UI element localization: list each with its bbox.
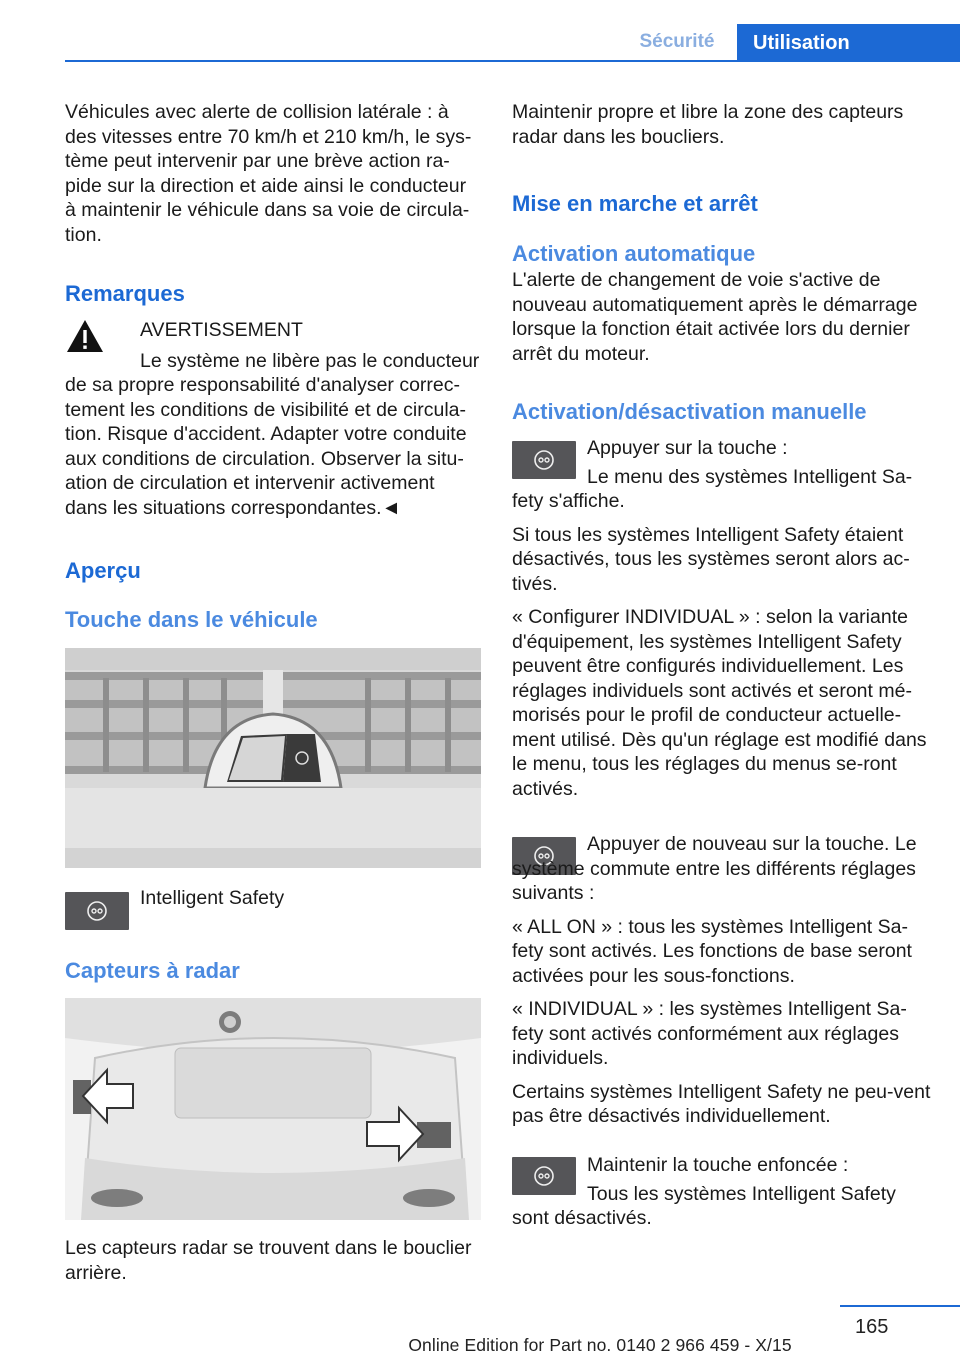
footer-rule (840, 1305, 960, 1307)
intro-block (65, 100, 481, 256)
remarks-heading: Remarques (65, 281, 185, 306)
step3-b: Tous les systèmes Intelligent Safety sont désactivés. (512, 1182, 896, 1229)
warning-block (65, 318, 481, 529)
auto-block (512, 240, 932, 375)
para-individual: « INDIVIDUAL » : les systèmes Intelligent Sa‐fety sont activés conformément aux réglages individuels. (512, 998, 907, 1069)
footer-edition: Online Edition for Part no. 0140 2 966 459 - X/15 (408, 1335, 792, 1355)
step2-block (512, 832, 932, 1138)
step1-a: Appuyer sur la touche : (587, 437, 788, 459)
overview-heading: Aperçu (65, 558, 141, 583)
step3-a: Maintenir la touche enfoncée : (587, 1154, 849, 1176)
header-rule (65, 60, 960, 62)
on-off-heading: Mise en marche et arrêt (512, 191, 758, 216)
radar-sensors-photo (65, 998, 481, 1220)
auto-text: L'alerte de changement de voie s'active de nouveau automatiquement après le démarrage lorsque la fonction était activée lors du dernier arrêt du moteur. (512, 269, 918, 365)
manual-block (512, 398, 932, 426)
step2-a: Appuyer de nouveau sur la touche. Le système commute entre les différents réglages suivants : (512, 833, 917, 904)
manual-heading: Activation/désactivation manuelle (512, 399, 867, 424)
radar-heading: Capteurs à radar (65, 958, 240, 983)
step1-block (512, 436, 932, 810)
remarks-block (65, 280, 481, 308)
step1-b: Le menu des systèmes Intelligent Sa‐fety s'affiche. (512, 465, 913, 512)
para-certain: Certains systèmes Intelligent Safety ne peu‐vent pas être désactivés individuellement. (512, 1080, 931, 1127)
tab-utilisation: Utilisation (737, 24, 960, 62)
intro-paragraph: Véhicules avec alerte de collision latérale : à des vitesses entre 70 km/h et 210 km/h, le sys‐tème peut intervenir par une brève action ra‐pide sur la direction et aide ainsi le conducteur à maintenir le véhicule dans sa voie de circula‐tion. (65, 101, 472, 246)
para-all-on: « ALL ON » : tous les systèmes Intelligent Sa‐fety sont activés. Les fonctions de base seront activées pour les sous-fonctions. (512, 915, 912, 987)
vehicle-button-photo (65, 648, 481, 868)
button-caption: Intelligent Safety (140, 887, 285, 909)
radar-heading-block (65, 957, 481, 985)
warning-label: AVERTISSEMENT (140, 319, 303, 341)
button-heading-block (65, 606, 481, 634)
para-config: « Configurer INDIVIDUAL » : selon la variante d'équipement, les systèmes Intelligent Safety peuvent être configurés individuellement. Les réglages individuels sont activés et seront mé‐morisés pour le profil de conducteur actuelle‐ment utilisé. Dès qu'un réglage est modifié dans le menu, tous les réglages du menus se‐ront activés. (512, 606, 927, 800)
warning-text: de sa propre responsabilité d'analyser correc‐tement les conditions de visibilité et de circula‐tion. Risque d'accident. Adapter votre conduite aux conditions de circulation. Observer la situ‐ation de circulation et intervenir activement dans les situations correspondantes.◄ (65, 374, 467, 519)
button-heading: Touche dans le véhicule (65, 607, 318, 632)
tab-securite: Sécurité (639, 31, 715, 52)
intelligent-safety-button-icon (65, 892, 129, 930)
radar-text-block (65, 1236, 481, 1294)
step3-block (512, 1153, 932, 1240)
on-off-block (512, 190, 932, 218)
right-intro-block (512, 100, 932, 158)
auto-heading: Activation automatique (512, 241, 756, 266)
radar-text: Les capteurs radar se trouvent dans le bouclier arrière. (65, 1237, 472, 1284)
warning-first-line: Le système ne libère pas le conducteur (140, 349, 480, 372)
right-intro: Maintenir propre et libre la zone des capteurs radar dans les boucliers. (512, 101, 904, 148)
overview-block (65, 557, 481, 585)
page-number: 165 (855, 1316, 889, 1338)
warning-triangle-icon (65, 318, 105, 354)
para-all-off: Si tous les systèmes Intelligent Safety étaient désactivés, tous les systèmes seront alors ac‐tivés. (512, 523, 910, 595)
